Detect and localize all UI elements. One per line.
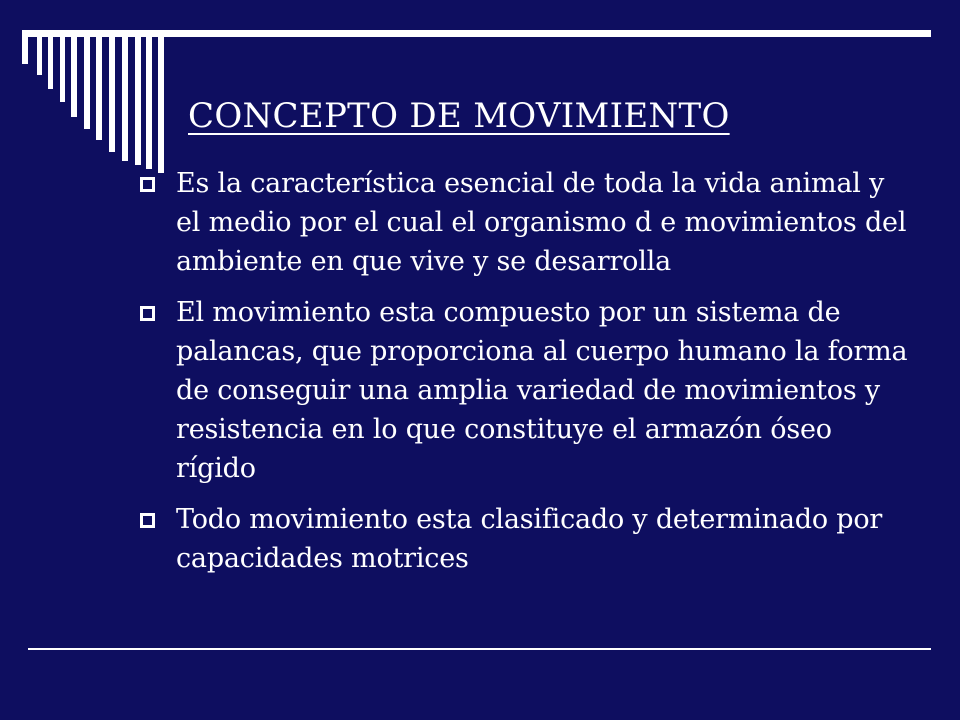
bullet-text: El movimiento esta compuesto por un sistema de palancas, que proporciona al cuerpo humano la forma de conseguir una amplia variedad de movimientos y resistencia en lo que constituye el armazón óseo rígido [176,297,908,484]
slide-title: CONCEPTO DE MOVIMIENTO [188,96,730,136]
decorative-bar [96,37,102,140]
decorative-bar [135,37,141,165]
hollow-square-icon [140,177,155,192]
bullet-item [140,293,910,488]
bullet-text: Es la característica esencial de toda la vida animal y el medio por el cual el organismo d e movimientos del ambiente en que vive y se desarrolla [176,168,907,277]
hollow-square-icon [140,306,155,321]
decorative-bar [109,37,115,152]
hollow-square-icon [140,513,155,528]
decorative-bar [122,37,128,161]
decorative-bar [37,37,42,75]
bullet-list [140,164,910,590]
decorative-bar [22,37,28,64]
bullet-item [140,164,910,281]
decorative-bar [48,37,53,89]
decorative-bar [146,37,152,169]
bullet-item [140,500,910,578]
decorative-bar [84,37,90,129]
bullet-text: Todo movimiento esta clasificado y determinado por capacidades motrices [176,504,883,574]
decorative-bar [60,37,65,102]
bottom-decorative-line [28,648,931,650]
decorative-bar [158,37,164,173]
decorative-bar [71,37,77,117]
